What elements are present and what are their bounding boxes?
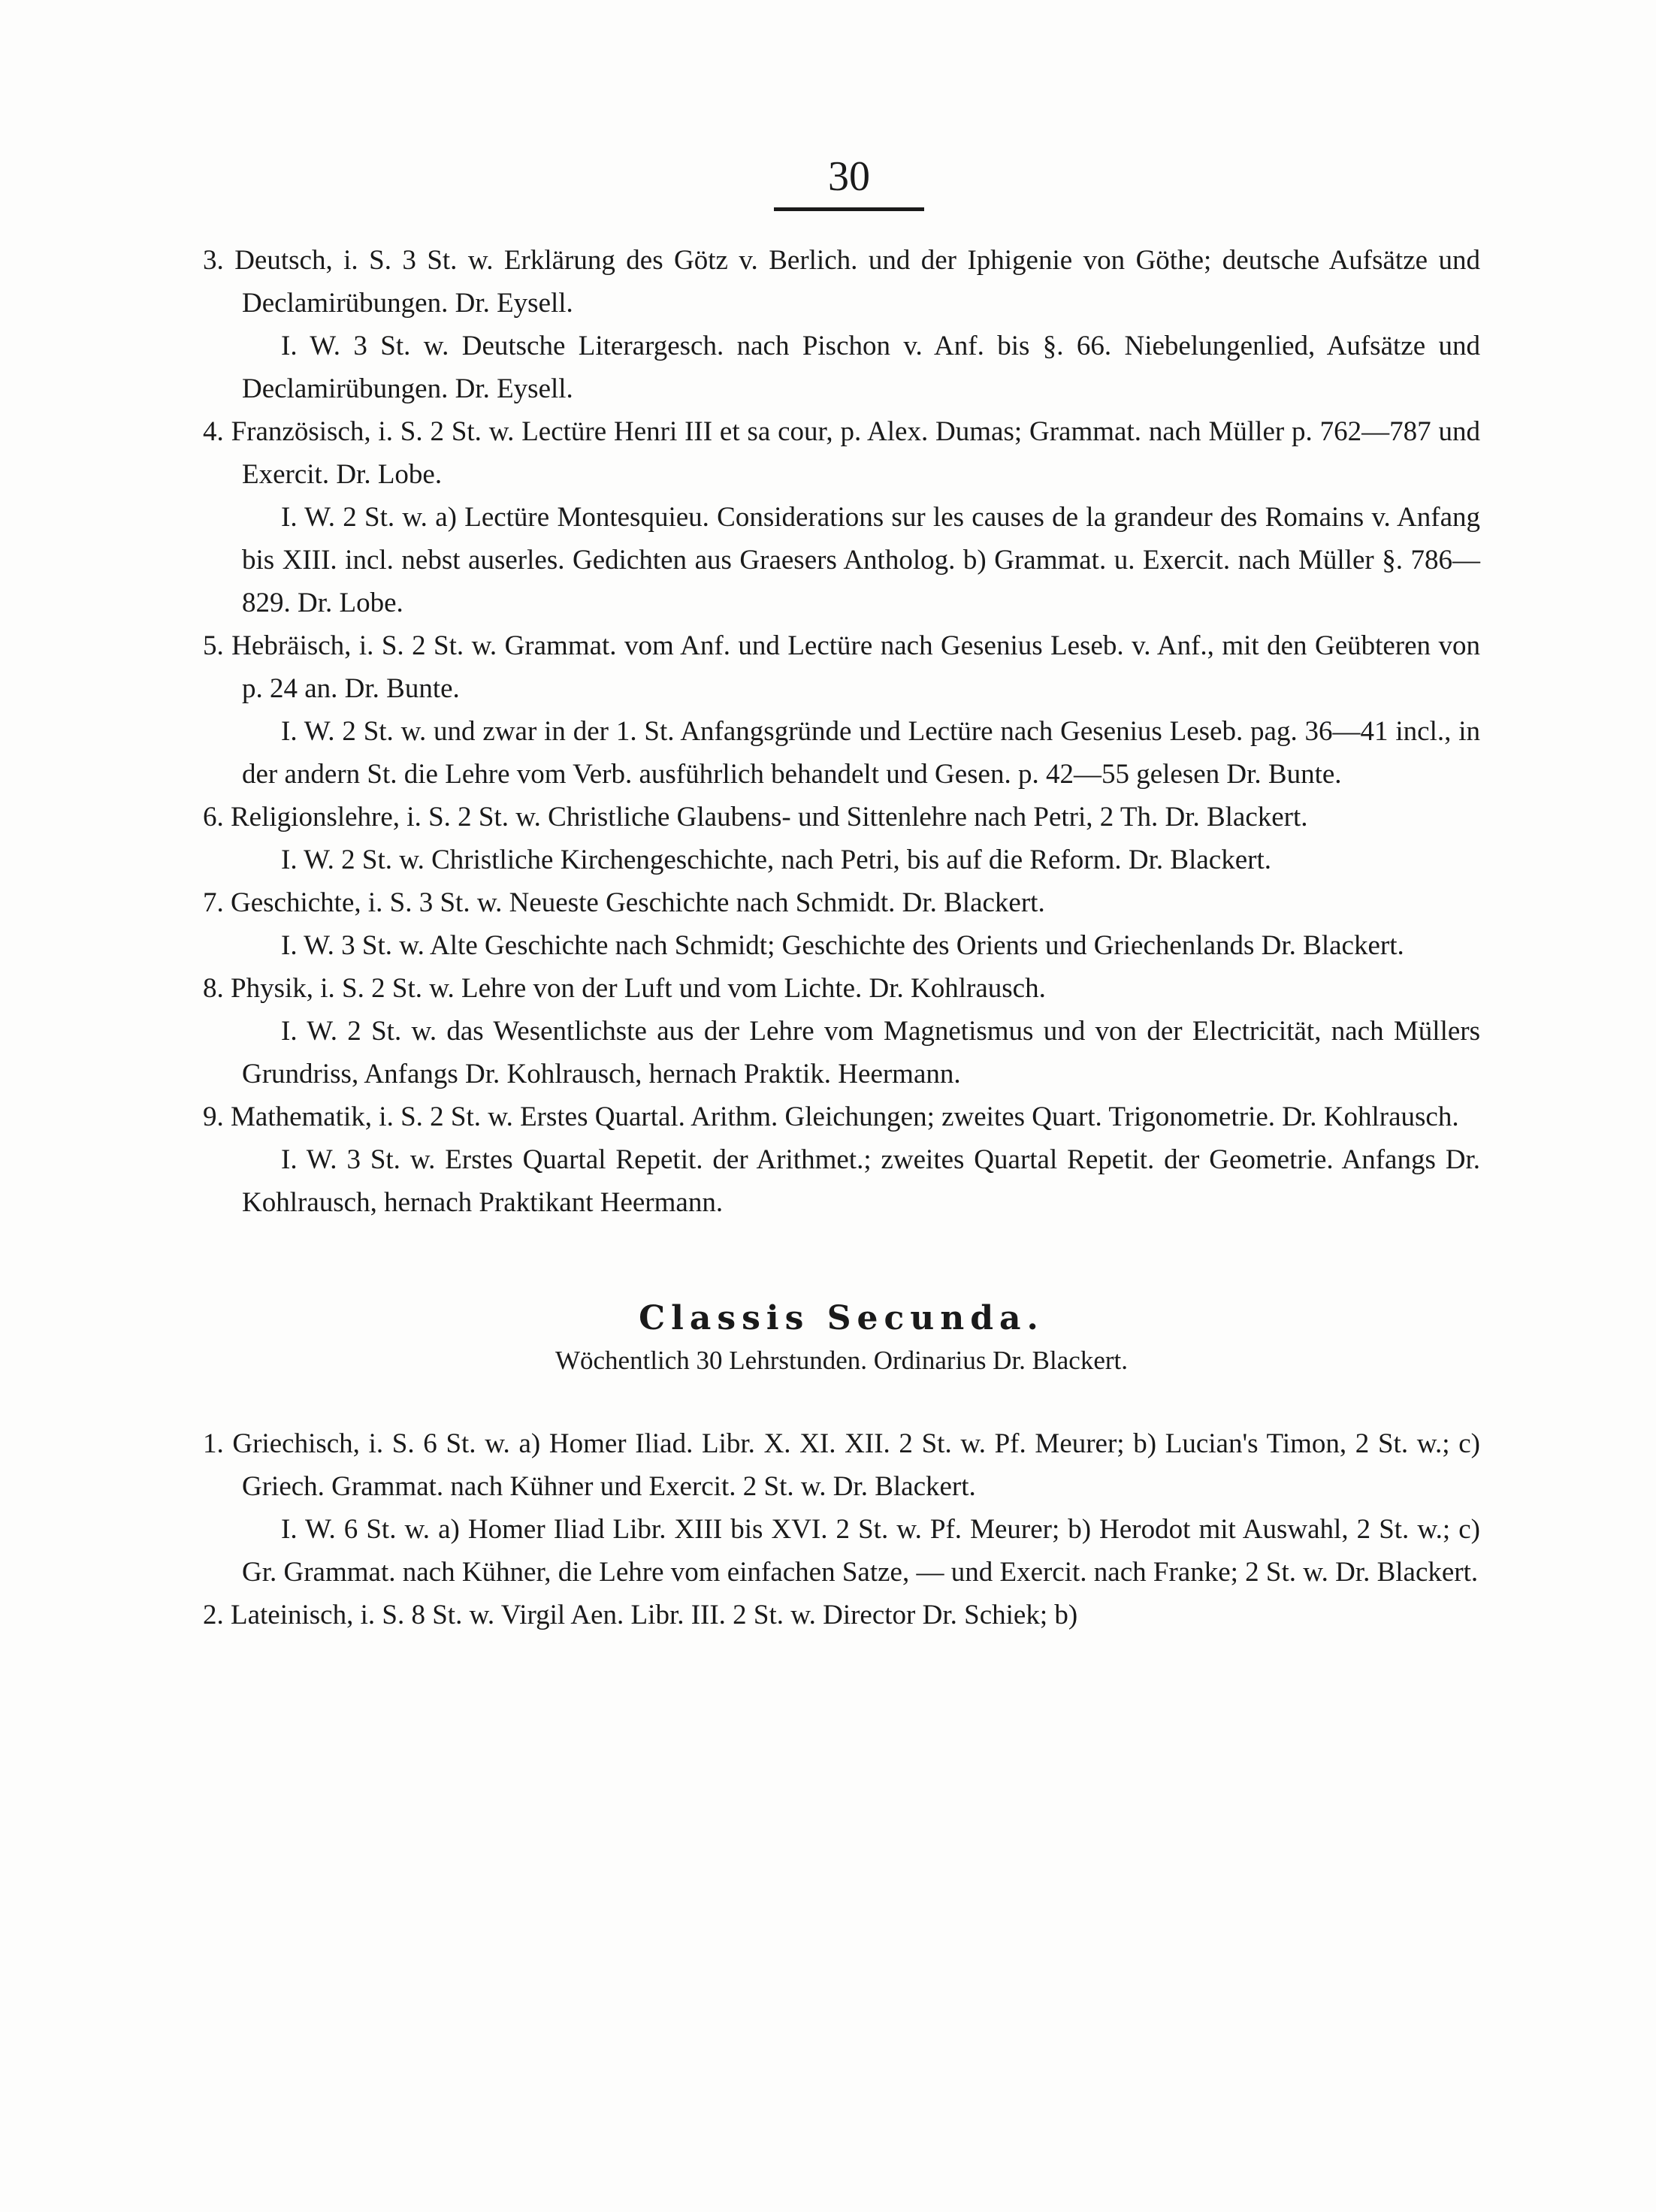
subject-entry: 1. Griechisch, i. S. 6 St. w. a) Homer Iliad. Libr. X. XI. XII. 2 St. w. Pf. Meurer; b) Lucian's Timon, 2 St. w.; c) Griech. Grammat. nach Kühner und Exercit. 2 St. w. Dr. Blackert.: [203, 1428, 1480, 1502]
winter-term-entry: I. W. 2 St. w. Christliche Kirchengeschichte, nach Petri, bis auf die Reform. Dr. Blackert.: [281, 845, 1271, 875]
page-number-rule: [774, 207, 924, 211]
subject-entry: 8. Physik, i. S. 2 St. w. Lehre von der Luft und vom Lichte. Dr. Kohlrausch.: [203, 973, 1046, 1004]
subject-entry: 4. Französisch, i. S. 2 St. w. Lectüre Henri III et sa cour, p. Alex. Dumas; Grammat. nach Müller p. 762—787 und Exercit. Dr. Lobe.: [203, 416, 1480, 490]
winter-term-entry: I. W. 3 St. w. Erstes Quartal Repetit. der Arithmet.; zweites Quartal Repetit. der Geometrie. Anfangs Dr. Kohlrausch, hernach Praktikant Heermann.: [242, 1144, 1480, 1218]
page-body: [203, 239, 1480, 1636]
subject-entry: 6. Religionslehre, i. S. 2 St. w. Christliche Glaubens- und Sittenlehre nach Petri, 2 Th. Dr. Blackert.: [203, 802, 1308, 833]
section-subtitle: Wöchentlich 30 Lehrstunden. Ordinarius Dr. Blackert.: [555, 1346, 1128, 1375]
subject-entry: 5. Hebräisch, i. S. 2 St. w. Grammat. vom Anf. und Lectüre nach Gesenius Leseb. v. Anf., mit den Geübteren von p. 24 an. Dr. Bunte.: [203, 630, 1480, 704]
winter-term-entry: I. W. 6 St. w. a) Homer Iliad Libr. XIII bis XVI. 2 St. w. Pf. Meurer; b) Herodot mit Auswahl, 2 St. w.; c) Gr. Grammat. nach Kühner, die Lehre vom einfachen Satze, — und Exercit. nach Franke; 2 St. w. Dr. Blackert.: [242, 1514, 1480, 1588]
winter-term-entry: I. W. 2 St. w. und zwar in der 1. St. Anfangsgründe und Lectüre nach Gesenius Leseb. pag. 36—41 incl., in der andern St. die Lehre vom Verb. ausführlich behandelt und Gesen. p. 42—55 gelesen Dr. Bunte.: [242, 716, 1480, 790]
subject-entry: 3. Deutsch, i. S. 3 St. w. Erklärung des Götz v. Berlich. und der Iphigenie von Göthe; deutsche Aufsätze und Declamirübungen. Dr. Eysell.: [203, 245, 1480, 319]
winter-term-entry: I. W. 3 St. w. Alte Geschichte nach Schmidt; Geschichte des Orients und Griechenlands Dr. Blackert.: [281, 930, 1404, 961]
subject-entry: 9. Mathematik, i. S. 2 St. w. Erstes Quartal. Arithm. Gleichungen; zweites Quart. Trigonometrie. Dr. Kohlrausch.: [203, 1101, 1459, 1132]
subject-entry: 2. Lateinisch, i. S. 8 St. w. Virgil Aen. Libr. III. 2 St. w. Director Dr. Schiek; b): [203, 1600, 1078, 1630]
winter-term-entry: I. W. 2 St. w. a) Lectüre Montesquieu. Considerations sur les causes de la grandeur des Romains v. Anfang bis XIII. incl. nebst auserles. Gedichten aus Graesers Antholog. b) Grammat. u. Exercit. nach Müller §. 786—829. Dr. Lobe.: [242, 502, 1480, 618]
page-number: 30: [828, 153, 870, 200]
curriculum-list-prima: [203, 239, 1480, 1224]
winter-term-entry: I. W. 3 St. w. Deutsche Literargesch. nach Pischon v. Anf. bis §. 66. Niebelungenlied, Aufsätze und Declamirübungen. Dr. Eysell.: [242, 331, 1480, 404]
winter-term-entry: I. W. 2 St. w. das Wesentlichste aus der Lehre vom Magnetismus und von der Electricität, nach Müllers Grundriss, Anfangs Dr. Kohlrausch, hernach Praktik. Heermann.: [242, 1016, 1480, 1089]
subject-entry: 7. Geschichte, i. S. 3 St. w. Neueste Geschichte nach Schmidt. Dr. Blackert.: [203, 887, 1045, 918]
section-title: Classis Secunda.: [639, 1299, 1044, 1337]
curriculum-list-secunda: [203, 1422, 1480, 1636]
